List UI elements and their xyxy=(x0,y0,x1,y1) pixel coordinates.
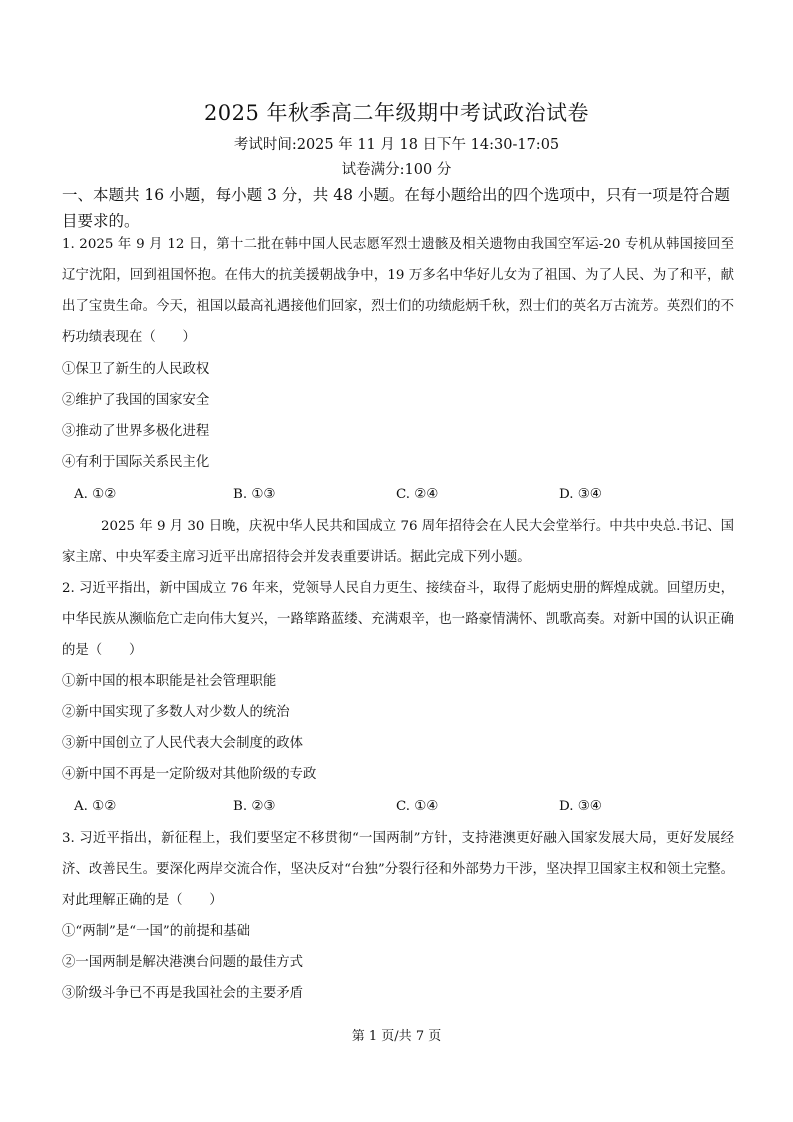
question-2-item: ①新中国的根本职能是社会管理职能 xyxy=(62,674,277,689)
option-d: D. ③④ xyxy=(559,799,602,814)
question-1-options xyxy=(62,485,734,505)
question-3-stem: 3. 习近平指出，新征程上，我们要坚定不移贯彻“一国两制”方针，支持港澳更好融入国家发展大局，更好发展经济、改善民生。要深化两岸交流合作，坚决反对“台独”分裂行径和外部势力干涉，坚决捍卫国家主权和领土完整。对此理解正确的是（ ） xyxy=(62,831,734,908)
option-d: D. ③④ xyxy=(559,487,602,502)
section-instructions: 一、本题共 16 小题，每小题 3 分，共 48 小题。在每小题给出的四个选项中，只有一项是符合题目要求的。 xyxy=(62,186,730,230)
question-1-item: ④有利于国际关系民主化 xyxy=(62,455,210,470)
question-3-item: ②一国两制是解决港澳台问题的最佳方式 xyxy=(62,955,304,970)
option-a: A. ①② xyxy=(74,799,117,814)
question-3-item: ①“两制”是“一国”的前提和基础 xyxy=(62,924,251,939)
exam-title: 2025 年秋季高二年级期中考试政治试卷 xyxy=(203,101,590,125)
option-b: B. ①③ xyxy=(233,487,276,502)
question-2-item: ③新中国创立了人民代表大会制度的政体 xyxy=(62,736,304,751)
page-number: 第 1 页/共 7 页 xyxy=(351,1029,442,1044)
question-3-item: ③阶级斗争已不再是我国社会的主要矛盾 xyxy=(62,986,304,1001)
question-2-options xyxy=(62,797,734,817)
question-1-item: ①保卫了新生的人民政权 xyxy=(62,362,210,377)
question-1-stem: 1. 2025 年 9 月 12 日，第十二批在韩中国人民志愿军烈士遗骸及相关遗物由我国空军运-20 专机从韩国接回至辽宁沈阳，回到祖国怀抱。在伟大的抗美援朝战争中，19 万多名中华好儿女为了祖国、为了人民、为了和平，献出了宝贵生命。今天，祖国以最高礼遇接他们回家，烈士们的功绩彪炳千秋，烈士们的英名万古流芳。英烈们的不朽功绩表现在（ ） xyxy=(62,237,734,345)
question-2-item: ②新中国实现了多数人对少数人的统治 xyxy=(62,705,290,720)
exam-time: 考试时间:2025 年 11 月 18 日下午 14:30-17:05 xyxy=(233,137,560,153)
question-2-stem: 2. 习近平指出，新中国成立 76 年来，党领导人民自力更生、接续奋斗，取得了彪炳史册的辉煌成就。回望历史，中华民族从濒临危亡走向伟大复兴，一路筚路蓝缕、充满艰辛，也一路豪情满怀、凯歌高奏。对新中国的认识正确的是（ ） xyxy=(62,581,734,658)
question-1-item: ③推动了世界多极化进程 xyxy=(62,424,210,439)
question-2-item: ④新中国不再是一定阶级对其他阶级的专政 xyxy=(62,767,317,782)
material-paragraph: 2025 年 9 月 30 日晚，庆祝中华人民共和国成立 76 周年招待会在人民大会堂举行。中共中央总.书记、国家主席、中央军委主席习近平出席招待会并发表重要讲话。据此完成下列小题。 xyxy=(62,519,734,565)
option-b: B. ②③ xyxy=(233,799,276,814)
option-c: C. ②④ xyxy=(396,487,439,502)
full-score: 试卷满分:100 分 xyxy=(341,162,452,178)
option-c: C. ①④ xyxy=(396,799,439,814)
option-a: A. ①② xyxy=(74,487,117,502)
question-1-item: ②维护了我国的国家安全 xyxy=(62,393,210,408)
